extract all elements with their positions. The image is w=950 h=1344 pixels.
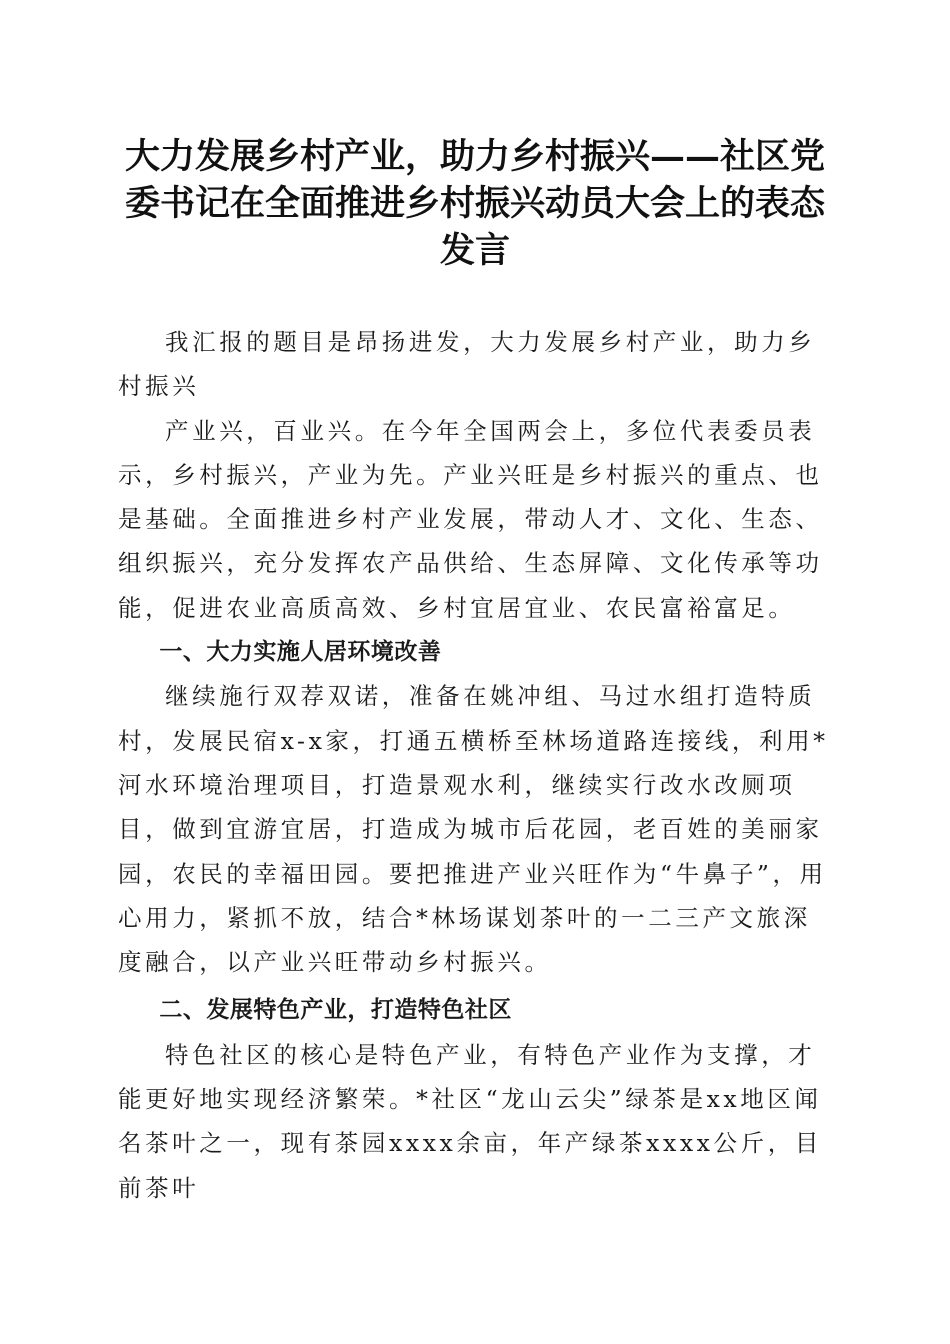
paragraph-intro: 我汇报的题目是昂扬进发，大力发展乡村产业，助力乡村振兴 — [118, 328, 816, 401]
document-body — [118, 320, 833, 1210]
section-heading-1: 一、大力实施人居环境改善 — [159, 639, 442, 666]
document-title: 大力发展乡村产业，助力乡村振兴——社区党委书记在全面推进乡村振兴动员大会上的表态发言 — [124, 136, 825, 271]
section-heading-2: 二、发展特色产业，打造特色社区 — [159, 997, 512, 1024]
section-paragraph-2: 特色社区的核心是特色产业，有特色产业作为支撑，才能更好地实现经济繁荣。*社区“龙山云尖”绿茶是xx地区闻名茶叶之一，现有茶园xxxx余亩，年产绿茶xxxx公斤，目前茶叶 — [118, 1040, 822, 1202]
paragraph-industry: 产业兴，百业兴。在今年全国两会上，多位代表委员表示，乡村振兴，产业为先。产业兴旺是乡村振兴的重点、也是基础。全面推进乡村产业发展，带动人才、文化、生态、组织振兴，充分发挥农产品供给、生态屏障、文化传承等功能，促进农业高质高效、乡村宜居宜业、农民富裕富足。 — [118, 416, 823, 622]
section-paragraph-1: 继续施行双荐双诺，准备在姚冲组、马过水组打造特质村，发展民宿x-x家，打通五横桥至林场道路连接线，利用*河水环境治理项目，打造景观水利，继续实行改水改厕项目，做到宜游宜居，打造成为城市后花园，老百姓的美丽家园，农民的幸福田园。要把推进产业兴旺作为“牛鼻子”，用心用力，紧抓不放，结合*林场谋划茶叶的一二三产文旅深度融合，以产业兴旺带动乡村振兴。 — [118, 682, 829, 977]
